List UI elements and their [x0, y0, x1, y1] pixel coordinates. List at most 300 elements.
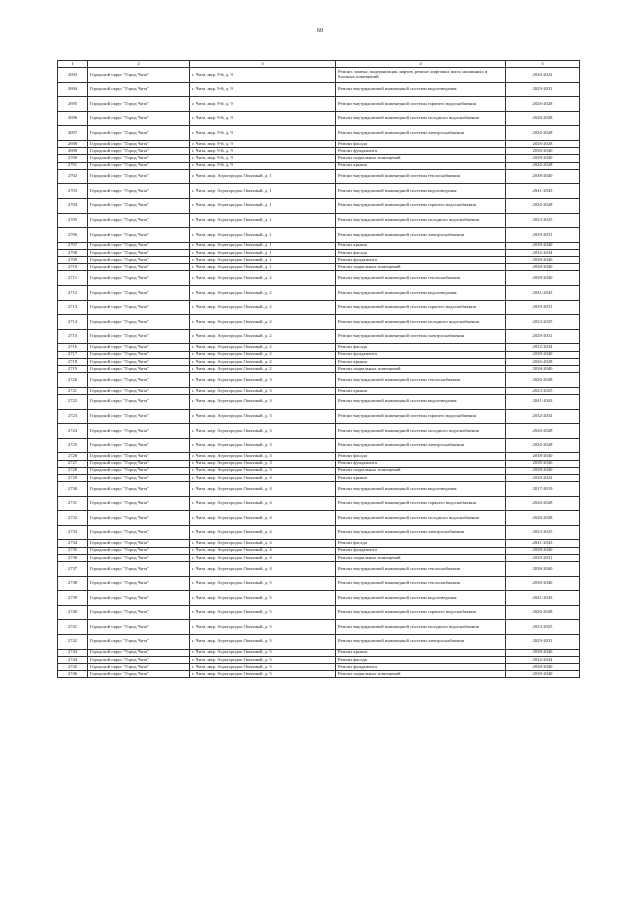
row-number-cell: 2731: [58, 496, 88, 511]
table-row: [58, 286, 580, 301]
address-cell: г. Чита, мкр. Агрогородок Опытный, д. 3: [190, 460, 336, 467]
work-type-cell: Ремонт внутридомовой инженерной системы горячего водоснабжения: [336, 605, 506, 620]
row-number-cell: 2722: [58, 394, 88, 409]
work-type-cell: Ремонт фасада: [336, 453, 506, 460]
table-row: [58, 228, 580, 243]
municipality-cell: Городской округ "Город Чита": [88, 424, 190, 439]
work-type-cell: Ремонт внутридомовой инженерной системы электроснабжения: [336, 634, 506, 649]
municipality-cell: Городской округ "Город Чита": [88, 605, 190, 620]
municipality-cell: Городской округ "Город Чита": [88, 467, 190, 474]
work-type-cell: Ремонт фасада: [336, 140, 506, 147]
work-type-cell: Ремонт внутридомовой инженерной системы горячего водоснабжения: [336, 97, 506, 112]
address-cell: г. Чита, мкр. Агрогородок Опытный, д. 2: [190, 315, 336, 330]
address-cell: г. Чита, мкр. Агрогородок Опытный, д. 1: [190, 264, 336, 271]
period-cell: 2026-2028: [506, 373, 580, 388]
period-cell: 2032-2034: [506, 656, 580, 663]
municipality-cell: Городской округ "Город Чита": [88, 148, 190, 155]
period-cell: 2038-2040: [506, 663, 580, 670]
work-type-cell: Ремонт внутридомовой инженерной системы теплоснабжения: [336, 169, 506, 184]
row-number-cell: 2737: [58, 562, 88, 577]
address-cell: г. Чита, мкр. Агрогородок Опытный, д. 2: [190, 271, 336, 286]
work-type-cell: Ремонт внутридомовой инженерной системы теплоснабжения: [336, 562, 506, 577]
work-type-cell: Ремонт фундамента: [336, 148, 506, 155]
work-type-cell: Ремонт внутридомовой инженерной системы теплоснабжения: [336, 373, 506, 388]
municipality-cell: Городской округ "Город Чита": [88, 511, 190, 526]
address-cell: г. Чита, мкр. 9-й, д. 9: [190, 155, 336, 162]
work-type-cell: Ремонт внутридомовой инженерной системы электроснабжения: [336, 228, 506, 243]
table-row: [58, 496, 580, 511]
row-number-cell: 2723: [58, 409, 88, 424]
period-cell: 2029-2031: [506, 554, 580, 561]
address-cell: г. Чита, мкр. 9-й, д. 9: [190, 148, 336, 155]
municipality-cell: Городской округ "Город Чита": [88, 453, 190, 460]
table-row: [58, 315, 580, 330]
row-number-cell: 2705: [58, 213, 88, 228]
address-cell: г. Чита, мкр. Агрогородок Опытный, д. 3: [190, 424, 336, 439]
period-cell: 2038-2040: [506, 242, 580, 249]
row-number-cell: 2714: [58, 315, 88, 330]
municipality-cell: Городской округ "Город Чита": [88, 351, 190, 358]
municipality-cell: Городской округ "Город Чита": [88, 554, 190, 561]
address-cell: г. Чита, мкр. Агрогородок Опытный, д. 5: [190, 656, 336, 663]
address-cell: г. Чита, мкр. Агрогородок Опытный, д. 2: [190, 329, 336, 344]
address-cell: г. Чита, мкр. Агрогородок Опытный, д. 3: [190, 394, 336, 409]
table-row: [58, 656, 580, 663]
municipality-cell: Городской округ "Город Чита": [88, 649, 190, 656]
table-row: [58, 482, 580, 497]
municipality-cell: Городской округ "Город Чита": [88, 525, 190, 540]
address-cell: г. Чита, мкр. Агрогородок Опытный, д. 4: [190, 525, 336, 540]
period-cell: 2038-2040: [506, 671, 580, 678]
municipality-cell: Городской округ "Город Чита": [88, 656, 190, 663]
period-cell: 2029-2031: [506, 228, 580, 243]
row-number-cell: 2726: [58, 453, 88, 460]
address-cell: г. Чита, мкр. Агрогородок Опытный, д. 3: [190, 409, 336, 424]
municipality-cell: Городской округ "Город Чита": [88, 562, 190, 577]
page-number: 60: [316, 27, 324, 34]
municipality-cell: Городской округ "Город Чита": [88, 373, 190, 388]
column-number: 3: [190, 61, 336, 68]
address-cell: г. Чита, мкр. Агрогородок Опытный, д. 2: [190, 358, 336, 365]
row-number-cell: 2746: [58, 671, 88, 678]
table-row: [58, 525, 580, 540]
address-cell: г. Чита, мкр. 9-й, д. 9: [190, 97, 336, 112]
work-type-cell: Ремонт подвальных помещений: [336, 554, 506, 561]
column-number-row: [58, 61, 580, 68]
municipality-cell: Городской округ "Город Чита": [88, 242, 190, 249]
municipality-cell: Городской округ "Город Чита": [88, 68, 190, 83]
table-row: [58, 140, 580, 147]
municipality-cell: Городской округ "Город Чита": [88, 409, 190, 424]
municipality-cell: Городской округ "Город Чита": [88, 394, 190, 409]
work-type-cell: Ремонт внутридомовой инженерной системы водоотведения: [336, 184, 506, 199]
period-cell: 2038-2040: [506, 467, 580, 474]
municipality-cell: Городской округ "Город Чита": [88, 286, 190, 301]
period-cell: 2026-2028: [506, 126, 580, 141]
row-number-cell: 2711: [58, 271, 88, 286]
period-cell: 2038-2040: [506, 453, 580, 460]
work-type-cell: Ремонт фундамента: [336, 547, 506, 554]
table-row: [58, 394, 580, 409]
row-number-cell: 2724: [58, 424, 88, 439]
work-type-cell: Ремонт внутридомовой инженерной системы водоотведения: [336, 394, 506, 409]
row-number-cell: 2716: [58, 344, 88, 351]
municipality-cell: Городской округ "Город Чита": [88, 184, 190, 199]
work-type-cell: Ремонт внутридомовой инженерной системы теплоснабжения: [336, 271, 506, 286]
municipality-cell: Городской округ "Город Чита": [88, 663, 190, 670]
address-cell: г. Чита, мкр. Агрогородок Опытный, д. 1: [190, 242, 336, 249]
work-type-cell: Ремонт фундамента: [336, 257, 506, 264]
work-type-cell: Ремонт внутридомовой инженерной системы электроснабжения: [336, 126, 506, 141]
municipality-cell: Городской округ "Город Чита": [88, 257, 190, 264]
work-type-cell: Ремонт крыши: [336, 242, 506, 249]
municipality-cell: Городской округ "Город Чита": [88, 140, 190, 147]
row-number-cell: 2738: [58, 576, 88, 591]
table-row: [58, 467, 580, 474]
table-row: [58, 198, 580, 213]
period-cell: 2041-2043: [506, 286, 580, 301]
address-cell: г. Чита, мкр. Агрогородок Опытный, д. 1: [190, 249, 336, 256]
address-cell: г. Чита, мкр. Агрогородок Опытный, д. 2: [190, 351, 336, 358]
table-row: [58, 155, 580, 162]
period-cell: 2020-2022: [506, 68, 580, 83]
period-cell: 2041-2043: [506, 394, 580, 409]
row-number-cell: 2712: [58, 286, 88, 301]
row-number-cell: 2744: [58, 656, 88, 663]
period-cell: 2038-2040: [506, 649, 580, 656]
address-cell: г. Чита, мкр. Агрогородок Опытный, д. 2: [190, 300, 336, 315]
table-row: [58, 82, 580, 97]
row-number-cell: 2700: [58, 155, 88, 162]
row-number-cell: 2713: [58, 300, 88, 315]
municipality-cell: Городской округ "Город Чита": [88, 315, 190, 330]
period-cell: 2026-2028: [506, 511, 580, 526]
address-cell: г. Чита, мкр. Агрогородок Опытный, д. 2: [190, 286, 336, 301]
period-cell: 2023-2025: [506, 387, 580, 394]
table-row: [58, 605, 580, 620]
address-cell: г. Чита, мкр. 9-й, д. 9: [190, 68, 336, 83]
table-row: [58, 126, 580, 141]
work-type-cell: Ремонт внутридомовой инженерной системы электроснабжения: [336, 329, 506, 344]
municipality-cell: Городской округ "Город Чита": [88, 162, 190, 169]
work-type-cell: Ремонт внутридомовой инженерной системы электроснабжения: [336, 438, 506, 453]
address-cell: г. Чита, мкр. Агрогородок Опытный, д. 4: [190, 562, 336, 577]
table-row: [58, 329, 580, 344]
period-cell: 2023-2025: [506, 525, 580, 540]
municipality-cell: Городской округ "Город Чита": [88, 358, 190, 365]
row-number-cell: 2704: [58, 198, 88, 213]
work-type-cell: Ремонт внутридомовой инженерной системы горячего водоснабжения: [336, 300, 506, 315]
period-cell: 2038-2040: [506, 155, 580, 162]
work-type-cell: Ремонт фундамента: [336, 351, 506, 358]
table-row: [58, 591, 580, 606]
table-row: [58, 387, 580, 394]
table-row: [58, 373, 580, 388]
row-number-cell: 2730: [58, 482, 88, 497]
address-cell: г. Чита, мкр. Агрогородок Опытный, д. 5: [190, 649, 336, 656]
address-cell: г. Чита, мкр. Агрогородок Опытный, д. 1: [190, 228, 336, 243]
municipality-cell: Городской округ "Город Чита": [88, 300, 190, 315]
municipality-cell: Городской округ "Город Чита": [88, 438, 190, 453]
work-type-cell: Ремонт внутридомовой инженерной системы водоотведения: [336, 482, 506, 497]
period-cell: 2026-2028: [506, 140, 580, 147]
period-cell: 2032-2034: [506, 249, 580, 256]
period-cell: 2038-2040: [506, 257, 580, 264]
municipality-cell: Городской округ "Город Чита": [88, 97, 190, 112]
work-type-cell: Ремонт фасада: [336, 540, 506, 547]
period-cell: 2038-2040: [506, 562, 580, 577]
period-cell: 2017-2019: [506, 482, 580, 497]
table-row: [58, 213, 580, 228]
municipality-cell: Городской округ "Город Чита": [88, 228, 190, 243]
work-type-cell: Ремонт фасада: [336, 656, 506, 663]
table-row: [58, 554, 580, 561]
period-cell: 2029-2031: [506, 82, 580, 97]
address-cell: г. Чита, мкр. Агрогородок Опытный, д. 1: [190, 184, 336, 199]
row-number-cell: 2743: [58, 649, 88, 656]
address-cell: г. Чита, мкр. Агрогородок Опытный, д. 4: [190, 540, 336, 547]
period-cell: 2038-2040: [506, 169, 580, 184]
table-row: [58, 547, 580, 554]
work-type-cell: Ремонт крыши: [336, 358, 506, 365]
work-type-cell: Ремонт внутридомовой инженерной системы холодного водоснабжения: [336, 315, 506, 330]
address-cell: г. Чита, мкр. 9-й, д. 9: [190, 126, 336, 141]
table-row: [58, 344, 580, 351]
address-cell: г. Чита, мкр. 9-й, д. 9: [190, 162, 336, 169]
work-type-cell: Ремонт крыши: [336, 649, 506, 656]
work-type-cell: Ремонт внутридомовой инженерной системы холодного водоснабжения: [336, 620, 506, 635]
municipality-cell: Городской округ "Город Чита": [88, 671, 190, 678]
period-cell: 2038-2040: [506, 547, 580, 554]
row-number-cell: 2703: [58, 184, 88, 199]
municipality-cell: Городской округ "Город Чита": [88, 213, 190, 228]
period-cell: 2023-2025: [506, 315, 580, 330]
row-number-cell: 2717: [58, 351, 88, 358]
work-type-cell: Ремонт подвальных помещений: [336, 264, 506, 271]
municipality-cell: Городской округ "Город Чита": [88, 198, 190, 213]
work-type-cell: Ремонт подвальных помещений: [336, 365, 506, 372]
table-row: [58, 438, 580, 453]
address-cell: г. Чита, мкр. Агрогородок Опытный, д. 5: [190, 620, 336, 635]
work-type-cell: Ремонт фундамента: [336, 663, 506, 670]
period-cell: 2038-2040: [506, 271, 580, 286]
address-cell: г. Чита, мкр. Агрогородок Опытный, д. 1: [190, 213, 336, 228]
table-row: [58, 474, 580, 481]
period-cell: 2029-2031: [506, 329, 580, 344]
address-cell: г. Чита, мкр. 9-й, д. 9: [190, 111, 336, 126]
table-row: [58, 111, 580, 126]
row-number-cell: 2697: [58, 126, 88, 141]
row-number-cell: 2732: [58, 511, 88, 526]
column-number: 5: [506, 61, 580, 68]
row-number-cell: 2741: [58, 620, 88, 635]
table-row: [58, 663, 580, 670]
table-row: [58, 453, 580, 460]
municipality-cell: Городской округ "Город Чита": [88, 344, 190, 351]
period-cell: 2026-2028: [506, 358, 580, 365]
row-number-cell: 2721: [58, 387, 88, 394]
work-type-cell: Ремонт крыши: [336, 162, 506, 169]
work-type-cell: Ремонт внутридомовой инженерной системы горячего водоснабжения: [336, 409, 506, 424]
address-cell: г. Чита, мкр. Агрогородок Опытный, д. 3: [190, 373, 336, 388]
row-number-cell: 2706: [58, 228, 88, 243]
address-cell: г. Чита, мкр. Агрогородок Опытный, д. 1: [190, 169, 336, 184]
table-row: [58, 271, 580, 286]
address-cell: г. Чита, мкр. Агрогородок Опытный, д. 1: [190, 257, 336, 264]
column-number: 2: [88, 61, 190, 68]
municipality-cell: Городской округ "Город Чита": [88, 82, 190, 97]
table-row: [58, 257, 580, 264]
row-number-cell: 2696: [58, 111, 88, 126]
table-row: [58, 409, 580, 424]
row-number-cell: 2701: [58, 162, 88, 169]
period-cell: 2038-2040: [506, 365, 580, 372]
municipality-cell: Городской округ "Город Чита": [88, 271, 190, 286]
row-number-cell: 2725: [58, 438, 88, 453]
work-type-cell: Ремонт внутридомовой инженерной системы водоотведения: [336, 82, 506, 97]
work-type-cell: Ремонт внутридомовой инженерной системы горячего водоснабжения: [336, 496, 506, 511]
row-number-cell: 2707: [58, 242, 88, 249]
table-row: [58, 351, 580, 358]
column-number: 4: [336, 61, 506, 68]
municipality-cell: Городской округ "Город Чита": [88, 387, 190, 394]
municipality-cell: Городской округ "Город Чита": [88, 329, 190, 344]
table-row: [58, 162, 580, 169]
table-row: [58, 424, 580, 439]
address-cell: г. Чита, мкр. Агрогородок Опытный, д. 1: [190, 198, 336, 213]
address-cell: г. Чита, мкр. Агрогородок Опытный, д. 4: [190, 474, 336, 481]
work-type-cell: Ремонт крыши: [336, 474, 506, 481]
municipality-cell: Городской округ "Город Чита": [88, 249, 190, 256]
period-cell: 2026-2028: [506, 424, 580, 439]
work-type-cell: Ремонт, замена, модернизация лифтов, ремонт лифтовых шахт, машинных и блочных помещений: [336, 68, 506, 83]
municipality-cell: Городской округ "Город Чита": [88, 155, 190, 162]
table-row: [58, 671, 580, 678]
address-cell: г. Чита, мкр. Агрогородок Опытный, д. 4: [190, 482, 336, 497]
period-cell: 2023-2025: [506, 213, 580, 228]
row-number-cell: 2708: [58, 249, 88, 256]
table-row: [58, 562, 580, 577]
table-row: [58, 242, 580, 249]
row-number-cell: 2715: [58, 329, 88, 344]
table-row: [58, 148, 580, 155]
row-number-cell: 2728: [58, 467, 88, 474]
row-number-cell: 2739: [58, 591, 88, 606]
address-cell: г. Чита, мкр. Агрогородок Опытный, д. 2: [190, 365, 336, 372]
table-row: [58, 68, 580, 83]
address-cell: г. Чита, мкр. Агрогородок Опытный, д. 4: [190, 511, 336, 526]
work-type-cell: Ремонт внутридомовой инженерной системы электроснабжения: [336, 525, 506, 540]
period-cell: 2026-2028: [506, 97, 580, 112]
municipality-cell: Городской округ "Город Чита": [88, 365, 190, 372]
period-cell: 2029-2031: [506, 300, 580, 315]
table-row: [58, 540, 580, 547]
address-cell: г. Чита, мкр. Агрогородок Опытный, д. 5: [190, 576, 336, 591]
period-cell: 2026-2028: [506, 605, 580, 620]
period-cell: 2026-2028: [506, 198, 580, 213]
row-number-cell: 2742: [58, 634, 88, 649]
municipality-cell: Городской округ "Город Чита": [88, 576, 190, 591]
period-cell: 2032-2034: [506, 409, 580, 424]
address-cell: г. Чита, мкр. Агрогородок Опытный, д. 3: [190, 453, 336, 460]
address-cell: г. Чита, мкр. Агрогородок Опытный, д. 5: [190, 671, 336, 678]
row-number-cell: 2735: [58, 547, 88, 554]
table-row: [58, 576, 580, 591]
work-type-cell: Ремонт фундамента: [336, 460, 506, 467]
address-cell: г. Чита, мкр. 9-й, д. 9: [190, 140, 336, 147]
period-cell: 2026-2028: [506, 162, 580, 169]
table-row: [58, 358, 580, 365]
municipality-cell: Городской округ "Город Чита": [88, 474, 190, 481]
work-type-cell: Ремонт внутридомовой инженерной системы водоотведения: [336, 591, 506, 606]
work-type-cell: Ремонт подвальных помещений: [336, 467, 506, 474]
row-number-cell: 2710: [58, 264, 88, 271]
row-number-cell: 2727: [58, 460, 88, 467]
period-cell: 2041-2043: [506, 591, 580, 606]
municipality-cell: Городской округ "Город Чита": [88, 126, 190, 141]
column-number: 1: [58, 61, 88, 68]
table-row: [58, 169, 580, 184]
table-row: [58, 184, 580, 199]
row-number-cell: 2702: [58, 169, 88, 184]
address-cell: г. Чита, мкр. Агрогородок Опытный, д. 2: [190, 344, 336, 351]
municipality-cell: Городской округ "Город Чита": [88, 547, 190, 554]
table-row: [58, 249, 580, 256]
work-type-cell: Ремонт крыши: [336, 387, 506, 394]
period-cell: 2020-2022: [506, 474, 580, 481]
address-cell: г. Чита, мкр. Агрогородок Опытный, д. 5: [190, 605, 336, 620]
table-row: [58, 300, 580, 315]
municipality-cell: Городской округ "Город Чита": [88, 496, 190, 511]
period-cell: 2026-2028: [506, 496, 580, 511]
period-cell: 2041-2043: [506, 184, 580, 199]
row-number-cell: 2736: [58, 554, 88, 561]
address-cell: г. Чита, мкр. 9-й, д. 9: [190, 82, 336, 97]
repair-schedule-table: [57, 60, 580, 678]
table-row: [58, 460, 580, 467]
address-cell: г. Чита, мкр. Агрогородок Опытный, д. 3: [190, 387, 336, 394]
address-cell: г. Чита, мкр. Агрогородок Опытный, д. 3: [190, 467, 336, 474]
work-type-cell: Ремонт подвальных помещений: [336, 155, 506, 162]
row-number-cell: 2729: [58, 474, 88, 481]
table-row: [58, 511, 580, 526]
period-cell: 2038-2040: [506, 460, 580, 467]
address-cell: г. Чита, мкр. Агрогородок Опытный, д. 4: [190, 554, 336, 561]
address-cell: г. Чита, мкр. Агрогородок Опытный, д. 5: [190, 663, 336, 670]
municipality-cell: Городской округ "Город Чита": [88, 540, 190, 547]
period-cell: 2032-2034: [506, 344, 580, 351]
table-row: [58, 365, 580, 372]
work-type-cell: Ремонт фасада: [336, 249, 506, 256]
period-cell: 2041-2043: [506, 540, 580, 547]
period-cell: 2038-2040: [506, 351, 580, 358]
work-type-cell: Ремонт внутридомовой инженерной системы холодного водоснабжения: [336, 424, 506, 439]
municipality-cell: Городской округ "Город Чита": [88, 482, 190, 497]
table-row: [58, 620, 580, 635]
work-type-cell: Ремонт подвальных помещений: [336, 671, 506, 678]
work-type-cell: Ремонт внутридомовой инженерной системы холодного водоснабжения: [336, 111, 506, 126]
municipality-cell: Городской округ "Город Чита": [88, 634, 190, 649]
work-type-cell: Ремонт внутридомовой инженерной системы водоотведения: [336, 286, 506, 301]
address-cell: г. Чита, мкр. Агрогородок Опытный, д. 5: [190, 634, 336, 649]
row-number-cell: 2699: [58, 148, 88, 155]
row-number-cell: 2718: [58, 358, 88, 365]
municipality-cell: Городской округ "Город Чита": [88, 111, 190, 126]
row-number-cell: 2694: [58, 82, 88, 97]
table-row: [58, 649, 580, 656]
period-cell: 2038-2040: [506, 264, 580, 271]
period-cell: 2038-2040: [506, 148, 580, 155]
